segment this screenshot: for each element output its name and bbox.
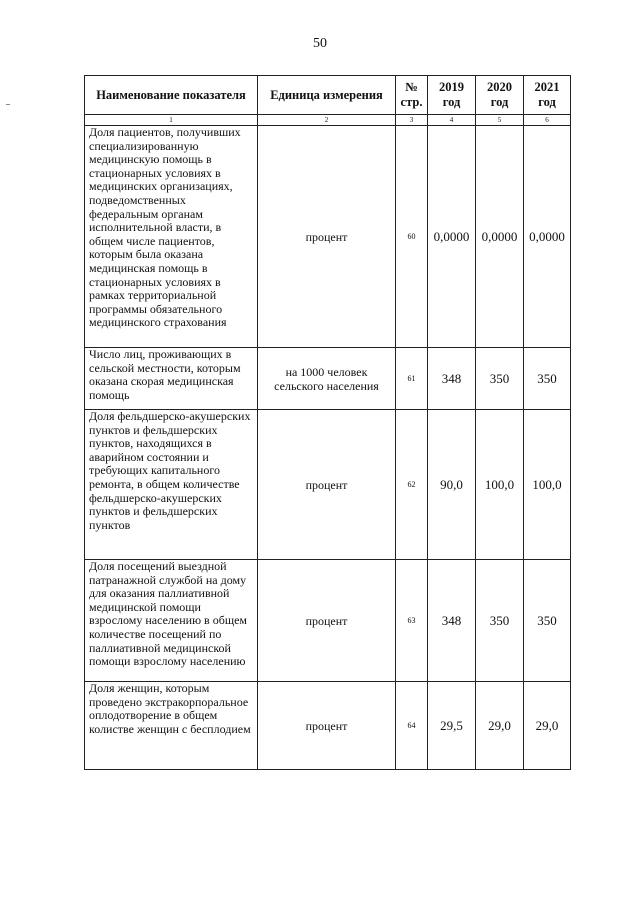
column-number: 2 <box>258 115 396 126</box>
value-2019: 29,5 <box>428 682 476 770</box>
value-2021: 350 <box>524 560 571 682</box>
page-number: 50 <box>313 36 327 51</box>
value-2021: 350 <box>524 348 571 410</box>
value-2020: 350 <box>476 560 524 682</box>
indicator-name: Доля фельдшерско-акушерских пунктов и фельдшерских пунктов, находящихся в аварийном состоянии и требующих капитального ремонта, в общем количестве фельдшерско-акушерских пунктов и фельдшерских пунктов <box>85 410 258 560</box>
indicator-page: 61 <box>396 348 428 410</box>
header-row <box>85 76 571 115</box>
value-2020: 100,0 <box>476 410 524 560</box>
column-number: 4 <box>428 115 476 126</box>
column-number: 6 <box>524 115 571 126</box>
indicator-unit: процент <box>258 560 396 682</box>
value-2020: 29,0 <box>476 682 524 770</box>
margin-mark <box>6 104 10 105</box>
indicator-page: 60 <box>396 126 428 348</box>
indicator-page: 64 <box>396 682 428 770</box>
value-2019: 0,0000 <box>428 126 476 348</box>
value-2020: 350 <box>476 348 524 410</box>
indicator-name: Доля посещений выездной патранажной службой на дому для оказания паллиативной медицинской помощи взрослому населению в общем количестве посещений по паллиативной медицинской помощи взрослому населению <box>85 560 258 682</box>
value-2020: 0,0000 <box>476 126 524 348</box>
header-page: № стр. <box>396 76 428 115</box>
indicator-name: Доля женщин, которым проведено экстракорпоральное оплодотворение в общем колистве женщин с бесплодием <box>85 682 258 770</box>
indicator-unit: процент <box>258 126 396 348</box>
value-2021: 100,0 <box>524 410 571 560</box>
indicator-unit: процент <box>258 682 396 770</box>
header-unit: Единица измерения <box>258 76 396 115</box>
table-row <box>85 348 571 410</box>
indicator-page: 63 <box>396 560 428 682</box>
column-number: 3 <box>396 115 428 126</box>
indicator-name: Число лиц, проживающих в сельской местности, которым оказана скорая медицинская помощь <box>85 348 258 410</box>
value-2021: 0,0000 <box>524 126 571 348</box>
header-2020: 2020 год <box>476 76 524 115</box>
column-number: 5 <box>476 115 524 126</box>
indicator-name: Доля пациентов, получивших специализированную медицинскую помощь в стационарных условиях в медицинских организациях, подведомственных федеральным органам исполнительной власти, в общем числе пациентов, которым была оказана медицинская помощь в стационарных условиях в рамках территориальной программы обязательного медицинского страхования <box>85 126 258 348</box>
table-row <box>85 682 571 770</box>
column-number: 1 <box>85 115 258 126</box>
indicator-unit: процент <box>258 410 396 560</box>
header-name: Наименование показателя <box>85 76 258 115</box>
indicator-unit: на 1000 человек сельского населения <box>258 348 396 410</box>
value-2019: 90,0 <box>428 410 476 560</box>
value-2019: 348 <box>428 560 476 682</box>
column-number-row <box>85 115 571 126</box>
table-row <box>85 410 571 560</box>
table-row <box>85 560 571 682</box>
value-2019: 348 <box>428 348 476 410</box>
table-row <box>85 126 571 348</box>
header-2019: 2019 год <box>428 76 476 115</box>
value-2021: 29,0 <box>524 682 571 770</box>
header-2021: 2021 год <box>524 76 571 115</box>
indicators-table <box>84 75 571 770</box>
indicator-page: 62 <box>396 410 428 560</box>
